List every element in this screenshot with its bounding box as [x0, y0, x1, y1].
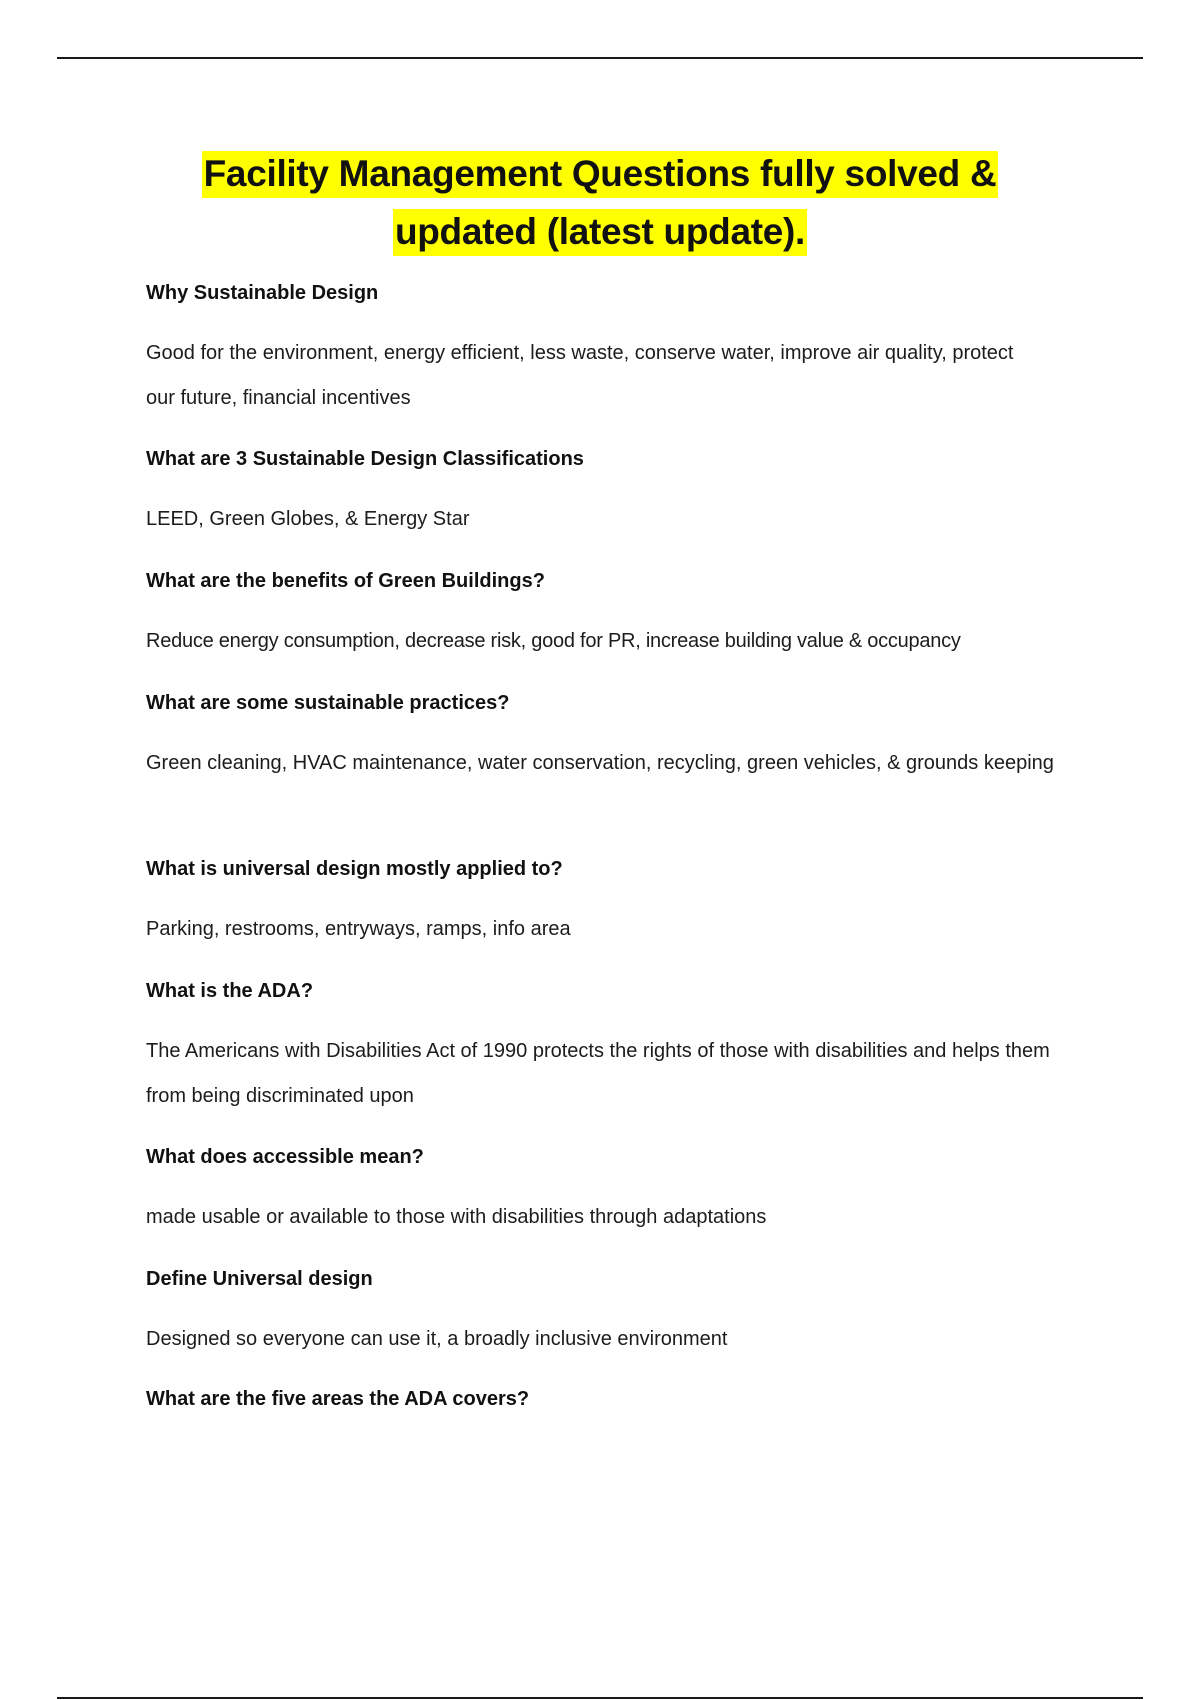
document-title	[146, 145, 1054, 261]
qa-question: What does accessible mean?	[146, 1146, 424, 1168]
document-title-line-2: updated (latest update).	[393, 209, 807, 256]
qa-answer: Green cleaning, HVAC maintenance, water conservation, recycling, green vehicles, & grounds keeping	[146, 752, 1054, 774]
qa-question: What are 3 Sustainable Design Classifications	[146, 448, 584, 470]
qa-question: What are the five areas the ADA covers?	[146, 1388, 530, 1410]
qa-question: What are the benefits of Green Buildings?	[146, 570, 545, 592]
qa-answer: LEED, Green Globes, & Energy Star	[146, 508, 470, 530]
document-title-line-1: Facility Management Questions fully solved &	[202, 151, 999, 198]
qa-answer: The Americans with Disabilities Act of 1990 protects the rights of those with disabilities and helps them from being discriminated upon	[146, 1040, 1050, 1107]
qa-question: Define Universal design	[146, 1268, 373, 1290]
qa-question: What is universal design mostly applied to?	[146, 858, 563, 880]
footer-rule	[57, 1697, 1143, 1699]
qa-question: What are some sustainable practices?	[146, 692, 510, 714]
qa-answer: made usable or available to those with disabilities through adaptations	[146, 1206, 767, 1228]
qa-question: What is the ADA?	[146, 980, 314, 1002]
qa-question: Why Sustainable Design	[146, 282, 379, 304]
qa-answer: Designed so everyone can use it, a broadly inclusive environment	[146, 1328, 728, 1350]
header-rule	[57, 57, 1143, 59]
qa-answer: Reduce energy consumption, decrease risk, good for PR, increase building value & occupancy	[146, 630, 961, 652]
qa-answer: Parking, restrooms, entryways, ramps, info area	[146, 918, 571, 940]
qa-answer: Good for the environment, energy efficient, less waste, conserve water, improve air quality, protect our future, financial incentives	[146, 342, 1014, 409]
